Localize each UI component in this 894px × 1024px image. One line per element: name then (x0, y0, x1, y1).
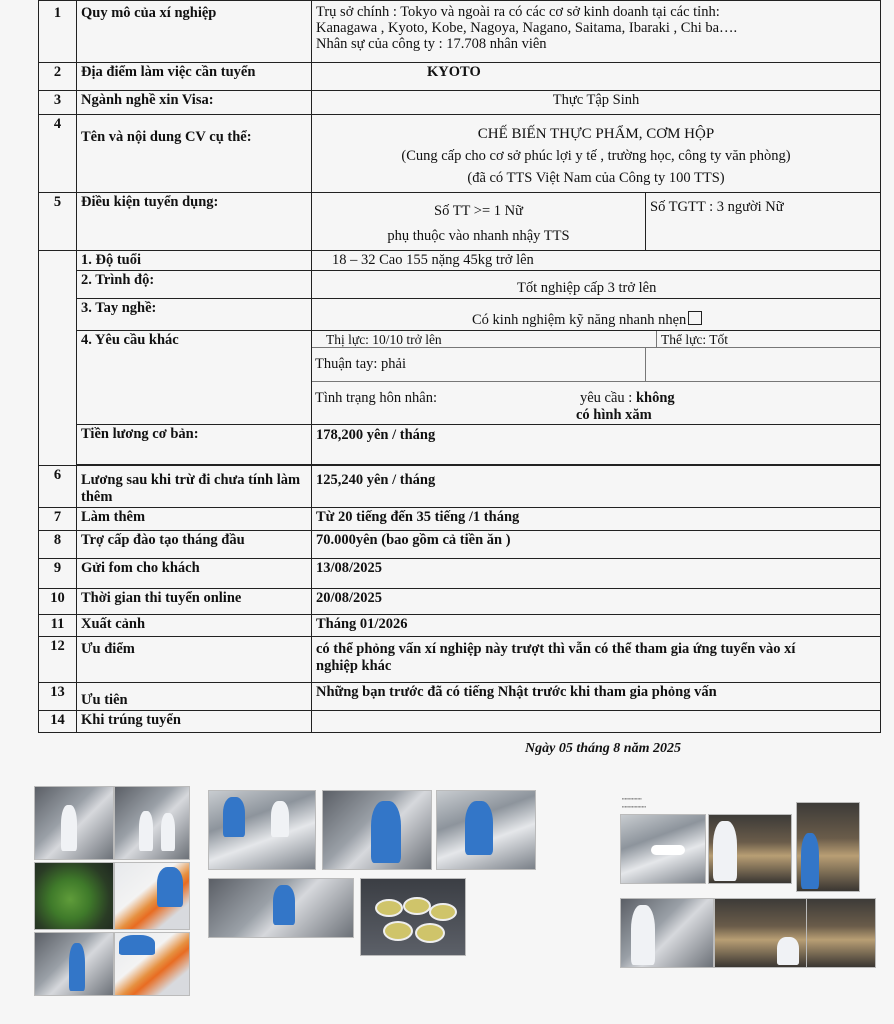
row-value: 13/08/2025 (312, 559, 881, 589)
table-row (39, 115, 881, 193)
row-value: Những bạn trước đã có tiếng Nhật trước khi tham gia phỏng vấn (312, 683, 881, 711)
cutting-photo (114, 862, 190, 930)
table-row (39, 425, 881, 465)
document-date: Ngày 05 tháng 8 năm 2025 (525, 741, 681, 756)
table-row (39, 615, 881, 637)
equipment-photo (620, 814, 706, 884)
table-row (39, 589, 881, 615)
table-row (39, 531, 881, 559)
row-label: Ưu điểm (77, 637, 312, 683)
worker-photo (322, 790, 432, 870)
row-label: Quy mô của xí nghiệp (77, 1, 312, 63)
kitchen-photo (34, 786, 114, 860)
row-label: Xuất cảnh (77, 615, 312, 637)
row-label: Làm thêm (77, 508, 312, 531)
row-label: Gửi fom cho khách (77, 559, 312, 589)
carrot-photo (114, 932, 190, 996)
kitchen-photo (34, 932, 114, 996)
row-value: Tháng 01/2026 (312, 615, 881, 637)
tattoo-requirement (580, 390, 675, 407)
table-row (39, 331, 881, 425)
row-value (312, 193, 646, 251)
table-row (39, 251, 881, 271)
row-number: 8 (39, 531, 77, 559)
row-value (312, 115, 881, 193)
handedness-text: Thuận tay: phải (315, 356, 407, 372)
row-number: 6 (39, 466, 77, 508)
row-label: Trợ cấp đào tạo tháng đầu (77, 531, 312, 559)
value-line: (Cung cấp cho cơ sở phúc lợi y tế , trường học, công ty văn phòng) (401, 148, 791, 164)
table-row (39, 299, 881, 331)
salary-label: Tiền lương cơ bản: (77, 425, 312, 465)
age-label: 1. Độ tuổi (77, 251, 312, 271)
trainee-count: Số TT >= 1 Nữ (434, 203, 523, 219)
tray-photo (208, 878, 354, 938)
education-value: Tốt nghiệp cấp 3 trở lên (312, 271, 881, 299)
condition-note: phụ thuộc vào nhanh nhậy TTS (387, 228, 570, 244)
row-number: 4 (39, 115, 77, 193)
row-label: Điều kiện tuyển dụng: (77, 193, 312, 251)
marital-row (312, 382, 880, 424)
oven-photo (708, 814, 792, 884)
row-number: 5 (39, 193, 77, 251)
other-requirements-value (312, 331, 881, 425)
table-row (39, 711, 881, 733)
tattoo-bold: không (635, 390, 675, 406)
interviewer-count: Số TGTT : 3 người Nữ (646, 193, 881, 251)
row-number: 11 (39, 615, 77, 637)
marital-text: Tình trạng hôn nhân: (315, 390, 438, 406)
caption-line: ▪▪▪▪▪▪▪▪▪▪▪▪▪▪▪▪▪ (622, 804, 647, 809)
handedness-row (312, 348, 880, 382)
row-label: Địa điểm làm việc cần tuyển (77, 63, 312, 91)
table-row (39, 466, 881, 508)
row-value: KYOTO (312, 63, 881, 91)
row-number: 7 (39, 508, 77, 531)
vision-row (312, 331, 880, 348)
vision-text: Thị lực: 10/10 trở lên (326, 332, 442, 347)
row-label: Ngành nghề xin Visa: (77, 91, 312, 115)
vegetables-photo (34, 862, 114, 930)
row-label: Lương sau khi trừ đi chưa tính làm thêm (77, 466, 312, 508)
row-number-empty (39, 251, 77, 466)
row-number: 12 (39, 637, 77, 683)
table-row (39, 508, 881, 531)
education-label: 2. Trình độ: (77, 271, 312, 299)
job-table (38, 0, 881, 733)
job-title: CHẾ BIẾN THỰC PHẨM, CƠM HỘP (477, 126, 715, 142)
row-value (312, 1, 881, 63)
tattoo-prefix: yêu cầu : (580, 390, 636, 406)
row-value: 20/08/2025 (312, 589, 881, 615)
row-label: Thời gian thi tuyển online (77, 589, 312, 615)
age-value: 18 – 32 Cao 155 nặng 45kg trở lên (312, 251, 881, 271)
other-requirements-label: 4. Yêu cầu khác (77, 331, 312, 425)
value-line: Trụ sở chính : Tokyo và ngoài ra có các cơ sở kinh doanh tại các tỉnh: (316, 4, 720, 20)
table-row (39, 193, 881, 251)
row-number: 9 (39, 559, 77, 589)
row-label: Khi trúng tuyển (77, 711, 312, 733)
table-row (39, 271, 881, 299)
row-number: 14 (39, 711, 77, 733)
row-label: Tên và nội dung CV cụ thể: (77, 115, 312, 193)
caption-line: ▪▪▪▪▪▪▪▪▪▪▪▪▪▪ (622, 796, 642, 801)
checkbox-icon (688, 311, 702, 325)
worker-photo (436, 790, 536, 870)
table-row (39, 637, 881, 683)
row-number: 1 (39, 1, 77, 63)
table-row (39, 683, 881, 711)
tattoo-line2: có hình xăm (576, 407, 652, 423)
row-value: Thực Tập Sinh (312, 91, 881, 115)
row-number: 3 (39, 91, 77, 115)
value-line: Kanagawa , Kyoto, Kobe, Nagoya, Nagano, Saitama, Ibaraki , Chi ba…. (316, 20, 738, 36)
row-number: 2 (39, 63, 77, 91)
value-line: (đã có TTS Việt Nam của Công ty 100 TTS) (467, 170, 725, 186)
row-value (312, 711, 881, 733)
worker-photo (620, 898, 714, 968)
cooking-pot-photo (208, 790, 316, 870)
salary-value: 178,200 yên / tháng (312, 425, 881, 465)
row-value: Từ 20 tiếng đến 35 tiếng /1 tháng (312, 508, 881, 531)
row-number: 13 (39, 683, 77, 711)
skill-value (312, 299, 881, 331)
row-number: 10 (39, 589, 77, 615)
skill-text: Có kinh nghiệm kỹ năng nhanh nhẹn (472, 312, 687, 328)
value-line: Nhân sự của công ty : 17.708 nhân viên (316, 36, 547, 52)
table-row (39, 1, 881, 63)
table-row (39, 91, 881, 115)
skill-label: 3. Tay nghề: (77, 299, 312, 331)
table-row (39, 559, 881, 589)
row-value: có thể phỏng vấn xí nghiệp này trượt thì vẫn có thể tham gia ứng tuyển vào xí nghiệp khác (312, 637, 881, 683)
row-label: Ưu tiên (77, 683, 312, 711)
oven-photo (714, 898, 808, 968)
fitness-text: Thể lực: Tốt (656, 331, 728, 347)
kitchen-photo (114, 786, 190, 860)
table-row (39, 63, 881, 91)
trays-photo (360, 878, 466, 956)
row-value: 125,240 yên / tháng (312, 466, 881, 508)
baked-goods-photo (806, 898, 876, 968)
oven-photo (796, 802, 860, 892)
row-value: 70.000yên (bao gồm cả tiền ăn ) (312, 531, 881, 559)
